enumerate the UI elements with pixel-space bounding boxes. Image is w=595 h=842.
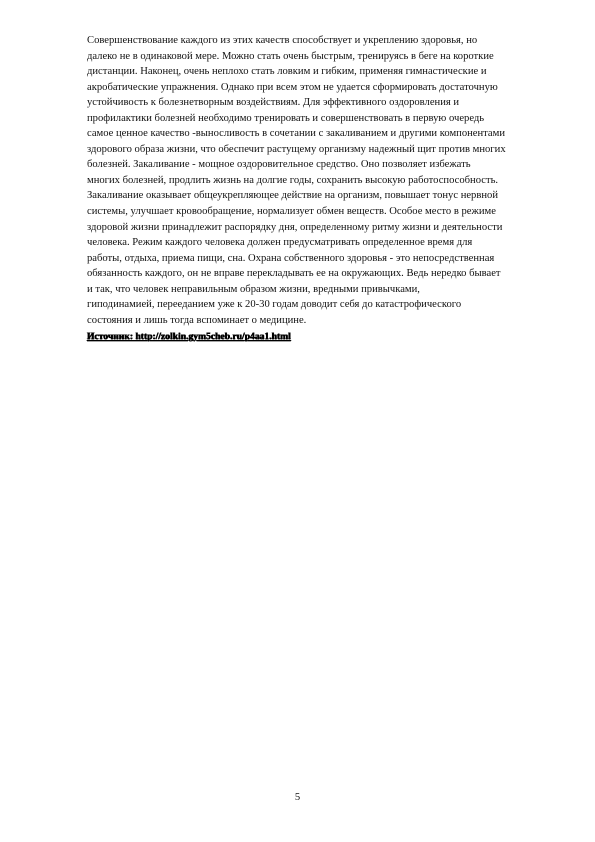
paragraph-line: Закаливание оказывает общеукрепляющее действие на организм, повышает тонус нервной	[87, 190, 498, 202]
paragraph-line: обязанность каждого, он не вправе перекладывать ее на окружающих. Ведь нередко бывает	[87, 268, 501, 280]
source-link-text[interactable]: Источник: http://zolkin.gym5cheb.ru/p4aa1.html	[87, 331, 291, 342]
paragraph-line: многих болезней, продлить жизнь на долгие годы, сохранить высокую работоспособность.	[87, 174, 499, 186]
paragraph-line: далеко не в одинаковой мере. Можно стать очень быстрым, тренируясь в беге на короткие	[87, 50, 494, 62]
paragraph-line: системы, улучшает кровообращение, нормализует обмен веществ. Особое место в режиме	[87, 206, 496, 218]
paragraph-line: здоровой жизни принадлежит распорядку дня, определенному ритму жизни и деятельности	[87, 221, 503, 233]
paragraph-line: дистанции. Наконец, очень неплохо стать ловким и гибким, применяя гимнастические и	[87, 66, 487, 78]
paragraph-line: болезней. Закаливание - мощное оздоровительное средство. Оно позволяет избежать	[87, 159, 471, 171]
paragraph-line: работы, отдыха, приема пищи, сна. Охрана собственного здоровья - это непосредственная	[87, 252, 495, 264]
page-number: 5	[294, 792, 301, 803]
paragraph-line: здорового образа жизни, что обеспечит растущему организму надежный щит против многих	[87, 143, 506, 155]
paragraph-line: акробатические упражнения. Однако при всем этом не удается сформировать достаточную	[87, 81, 498, 93]
source-link[interactable]	[87, 330, 291, 344]
paragraph-line: состояния и лишь тогда вспоминает о медицине.	[87, 314, 307, 326]
paragraph-line: Совершенствование каждого из этих качеств способствует и укреплению здоровья, но	[87, 35, 478, 46]
paragraph-line: гиподинамией, перееданием уже к 20-30 годам доводит себя до катастрофического	[87, 299, 462, 311]
paragraph-line: человека. Режим каждого человека должен предусматривать определенное время для	[87, 237, 473, 249]
paragraph-line: и так, что человек неправильным образом жизни, вредными привычками,	[87, 283, 420, 295]
paragraph-line: профилактики болезней необходимо тренировать и совершенствовать в первую очередь	[87, 112, 485, 124]
paragraph-line: устойчивость к болезнетворным воздействиям. Для эффективного оздоровления и	[87, 97, 460, 109]
paragraph-line: самое ценное качество -выносливость в сочетании с закаливанием и другими компонентами	[87, 128, 506, 140]
body-paragraph	[87, 33, 527, 328]
